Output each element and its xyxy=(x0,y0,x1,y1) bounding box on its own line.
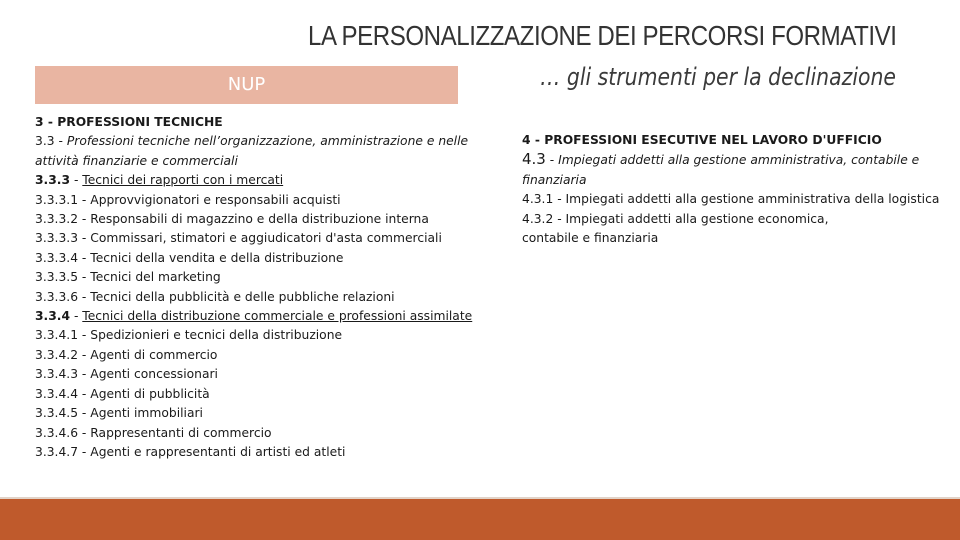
item-3-3-3-sep: - xyxy=(73,173,83,188)
list-item: 3.3.4.3 - Agenti concessionari xyxy=(35,367,218,382)
item-3-3-text: Professioni tecniche nell’organizzazione, amministrazione e nelle attività finanziarie e commerciali xyxy=(35,134,469,168)
item-3-3-4-code: 3.3.4 xyxy=(35,309,71,324)
item-3-3-4-text: Tecnici della distribuzione commerciale e professioni assimilate xyxy=(82,309,473,324)
list-item: 3.3.4.5 - Agenti immobiliari xyxy=(35,406,203,421)
item-3-3-4-sep: - xyxy=(73,309,83,324)
list-3-3-3 xyxy=(35,191,475,307)
right-column xyxy=(522,131,958,248)
right-heading: 4 - PROFESSIONI ESECUTIVE NEL LAVORO D'UFFICIO xyxy=(522,133,882,147)
list-item: 3.3.3.4 - Tecnici della vendita e della distribuzione xyxy=(35,250,344,265)
item-3-3-sep: - xyxy=(58,134,67,149)
left-heading: 3 - PROFESSIONI TECNICHE xyxy=(35,115,223,129)
slide-title: LA PERSONALIZZAZIONE DEI PERCORSI FORMATIVI xyxy=(308,20,897,51)
item-3-3-3 xyxy=(35,171,475,190)
list-item: 3.3.4.7 - Agenti e rappresentanti di artisti ed atleti xyxy=(35,444,346,459)
nup-label: NUP xyxy=(227,74,266,95)
slide-subtitle: … gli strumenti per la declinazione xyxy=(540,63,896,91)
item-3-3-code: 3.3 xyxy=(35,134,55,149)
list-item: 3.3.4.2 - Agenti di commercio xyxy=(35,347,218,362)
list-item: 3.3.3.5 - Tecnici del marketing xyxy=(35,270,221,285)
item-4-3 xyxy=(522,150,958,190)
list-item: contabile e finanziaria xyxy=(522,231,659,246)
nup-header-box xyxy=(35,66,458,104)
item-3-3-4 xyxy=(35,307,475,326)
list-3-3-4 xyxy=(35,326,475,462)
list-item: 4.3.2 - Impiegati addetti alla gestione economica, xyxy=(522,211,829,226)
left-column xyxy=(35,113,475,462)
item-3-3-3-code: 3.3.3 xyxy=(35,173,71,188)
list-item: 4.3.1 - Impiegati addetti alla gestione amministrativa della logistica xyxy=(522,192,940,207)
list-item: 3.3.3.3 - Commissari, stimatori e aggiudicatori d'asta commerciali xyxy=(35,231,442,246)
list-item: 3.3.4.4 - Agenti di pubblicità xyxy=(35,386,210,401)
item-4-3-code: 4.3 xyxy=(522,150,546,169)
list-item: 3.3.3.1 - Approvvigionatori e responsabili acquisti xyxy=(35,192,341,207)
item-3-3 xyxy=(35,132,475,171)
list-item: 3.3.4.1 - Spedizionieri e tecnici della distribuzione xyxy=(35,328,343,343)
list-item: 3.3.3.2 - Responsabili di magazzino e della distribuzione interna xyxy=(35,212,429,227)
item-3-3-3-text: Tecnici dei rapporti con i mercati xyxy=(82,173,284,188)
footer-bar xyxy=(0,499,960,540)
list-item: 3.3.3.6 - Tecnici della pubblicità e delle pubbliche relazioni xyxy=(35,289,395,304)
list-item: 3.3.4.6 - Rappresentanti di commercio xyxy=(35,425,272,440)
item-4-3-sep: - xyxy=(549,153,559,168)
item-4-3-text: Impiegati addetti alla gestione amministrativa, contabile e finanziaria xyxy=(522,153,920,187)
